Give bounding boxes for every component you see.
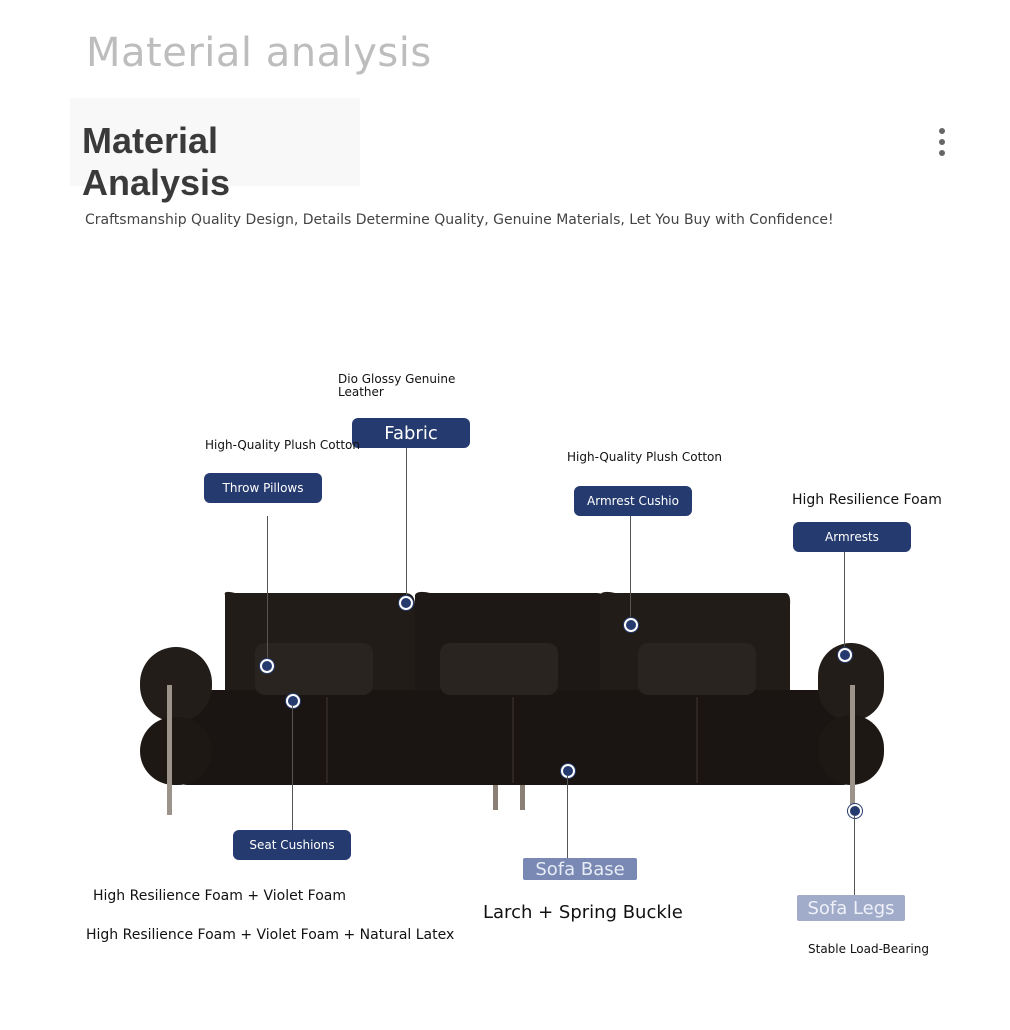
throw-pillows-label: Throw Pillows <box>204 473 322 503</box>
fabric-leader-line <box>406 448 407 600</box>
sofa-legs-label: Sofa Legs <box>797 895 905 921</box>
fabric-caption: Dio Glossy Genuine Leather <box>338 372 456 399</box>
armrests-label: Armrests <box>793 522 911 552</box>
seat-cushions-marker <box>286 694 300 708</box>
seat-cushions-leader-line <box>292 705 293 830</box>
ghost-title: Material analysis <box>86 30 432 76</box>
fabric-marker <box>399 596 413 610</box>
armrests-marker <box>838 648 852 662</box>
seat-cushions-caption-2: High Resilience Foam + Violet Foam + Natural Latex <box>86 927 455 943</box>
armrests-caption: High Resilience Foam <box>792 492 942 508</box>
sofa-base-caption: Larch + Spring Buckle <box>483 902 683 923</box>
seat-cushions-label: Seat Cushions <box>233 830 351 860</box>
more-options-icon[interactable] <box>930 128 954 158</box>
sofa-base-label: Sofa Base <box>523 858 637 880</box>
throw-pillows-leader-line <box>267 516 268 662</box>
armrest-cushion-marker <box>624 618 638 632</box>
sofa-legs-marker <box>848 804 862 818</box>
armrest-cushion-label: Armrest Cushio <box>574 486 692 516</box>
sofa-image <box>135 585 895 825</box>
throw-pillows-caption: High-Quality Plush Cotton <box>205 438 360 452</box>
page-title: Material Analysis <box>82 120 231 203</box>
sofa-base-leader-line <box>567 776 568 858</box>
armrest-cushion-caption: High-Quality Plush Cotton <box>567 450 722 464</box>
sofa-base-marker <box>561 764 575 778</box>
armrests-leader-line <box>844 552 845 648</box>
sofa-legs-caption: Stable Load-Bearing <box>808 942 929 956</box>
title-panel <box>70 98 360 203</box>
subtitle: Craftsmanship Quality Design, Details Determine Quality, Genuine Materials, Let You Buy with Confidence! <box>85 212 834 228</box>
fabric-label: Fabric <box>352 418 470 448</box>
sofa-legs-leader-line <box>854 815 855 895</box>
throw-pillows-marker <box>260 659 274 673</box>
armrest-cushion-leader-line <box>630 516 631 620</box>
seat-cushions-caption-1: High Resilience Foam + Violet Foam <box>93 888 347 904</box>
